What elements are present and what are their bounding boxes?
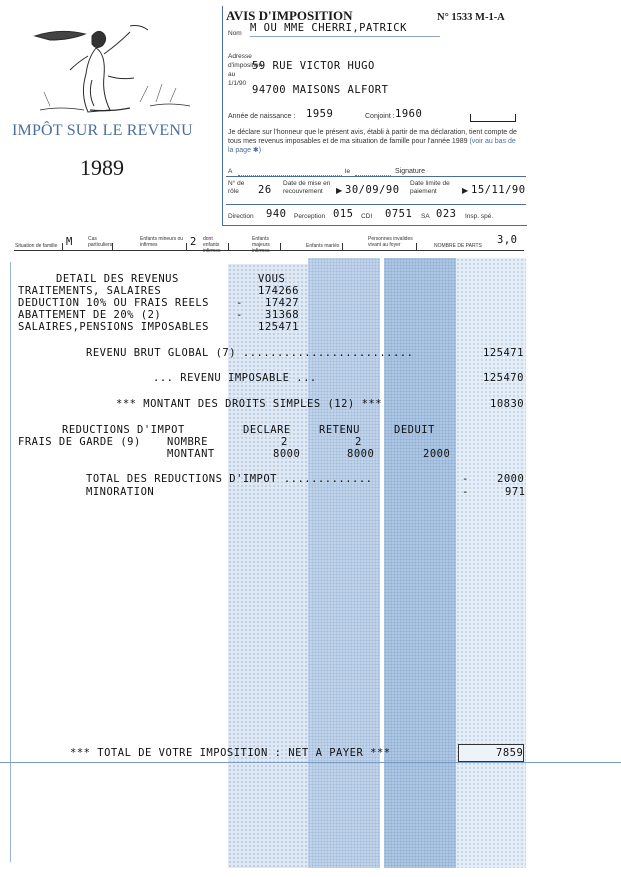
invalides-box: [416, 243, 433, 251]
row-salaires-value: 125471: [258, 321, 299, 333]
declaration-text: [228, 128, 520, 155]
detail-title: DETAIL DES REVENUS: [56, 273, 179, 285]
spouse-label: Conjoint :: [365, 113, 395, 120]
taxpayer-name: M OU MME CHERRI,PATRICK: [250, 22, 407, 34]
row-abattement-label: ABATTEMENT DE 20% (2): [18, 309, 162, 321]
brut-label: REVENU BRUT GLOBAL (7) .........................: [86, 347, 414, 359]
row-abattement-value: 31368: [265, 309, 300, 321]
declaration-body: Je déclare sur l'honneur que le présent avis, établi à partir de ma déclaration, tient compte de tous mes revenus imposables et de ma situation de famille pour l'année 1989: [228, 129, 517, 145]
total-reductions-label: TOTAL DES REDUCTIONS D'IMPOT .............: [86, 473, 373, 485]
role-number: 26: [258, 184, 272, 196]
row-deduction-label: DEDUCTION 10% OU FRAIS REELS: [18, 297, 210, 309]
charge-label: dont enfants infirmes: [203, 236, 221, 254]
nombre-declare: 2: [281, 436, 288, 448]
perception-code: 015: [333, 208, 354, 220]
marianne-sower-logo: [30, 6, 205, 121]
address-city: 94700 MAISONS ALFORT: [252, 84, 389, 96]
enfants-label: Enfants mineurs ou infirmes: [140, 236, 184, 248]
date-label: le: [345, 168, 351, 175]
recouvrement-label: Date de mise en recouvrement: [283, 180, 331, 195]
perception-label: Perception: [294, 213, 326, 220]
spouse-year: 1960: [395, 108, 423, 120]
limite-label: Date limite de paiement: [410, 180, 450, 195]
montant-label: MONTANT: [167, 448, 215, 460]
row-abattement-sign: -: [236, 309, 243, 321]
net-a-payer-value: 7859: [496, 747, 524, 759]
avis-divider-1: [226, 176, 526, 177]
frais-label: FRAIS DE GARDE (9): [18, 436, 141, 448]
infirmes-box: [280, 243, 303, 251]
rattaches-box: [342, 243, 365, 251]
nombre-retenu: 2: [355, 436, 362, 448]
insp-label: Insp. spé.: [465, 213, 494, 220]
row-salaires-label: SALAIRES,PENSIONS IMPOSABLES: [18, 321, 210, 333]
name-label: Nom: [228, 30, 242, 37]
row-traitements-value: 174266: [258, 285, 299, 297]
famille-label: Situation de famille: [15, 243, 58, 249]
address-street: 59 RUE VICTOR HUGO: [252, 60, 375, 72]
direction-code: 940: [266, 208, 287, 220]
infirmes-label: Enfants majeurs infirmes: [252, 236, 270, 254]
avis-divider-2: [226, 204, 526, 205]
famille-box: [62, 243, 83, 251]
birth-label: Année de naissance :: [228, 113, 296, 120]
imposable-value: 125470: [483, 372, 524, 384]
col-declare: DECLARE: [243, 424, 291, 436]
montant-deduit: 2000: [423, 448, 451, 460]
reductions-title: REDUCTIONS D'IMPOT: [62, 424, 185, 436]
avis-number: N° 1533 M-1-A: [437, 12, 505, 23]
declaration-link[interactable]: (voir au bas de la page ✱): [228, 138, 516, 154]
imposable-label: ... REVENU IMPOSABLE ...: [153, 372, 317, 384]
droits-value: 10830: [490, 398, 525, 410]
invalides-label: Personnes invalides vivant au foyer: [368, 236, 413, 248]
charge-box: [228, 243, 249, 251]
minoration-sign: -: [462, 486, 469, 498]
bottom-rule: [0, 762, 621, 763]
enfants-value: 2: [190, 236, 197, 248]
montant-declare: 8000: [273, 448, 301, 460]
minoration-label: MINORATION: [86, 486, 155, 498]
signature-label: Signature: [395, 168, 425, 175]
row-deduction-value: 17427: [265, 297, 300, 309]
droits-label: *** MONTANT DES DROITS SIMPLES (12) ***: [116, 398, 383, 410]
cdi-label: CDI: [361, 213, 373, 220]
arrow-icon: ▶: [336, 186, 343, 195]
cas-label: Cas particuliers: [88, 236, 113, 248]
total-reductions-value: 2000: [497, 473, 525, 485]
tax-title: IMPÔT SUR LE REVENU: [12, 122, 193, 139]
limite-date: 15/11/90: [471, 184, 526, 196]
tax-year: 1989: [80, 155, 124, 180]
name-underline: [250, 36, 440, 37]
net-a-payer-label: *** TOTAL DE VOTRE IMPOSITION : NET A PAYER ***: [70, 747, 391, 759]
total-reductions-sign: -: [462, 473, 469, 485]
rattaches-label: Enfants mariés: [306, 243, 340, 249]
row-deduction-sign: -: [236, 297, 243, 309]
sa-code: 023: [436, 208, 457, 220]
parts-label: NOMBRE DE PARTS: [434, 243, 482, 249]
row-traitements-label: TRAITEMENTS, SALAIRES: [18, 285, 162, 297]
col-retenu: RETENU: [319, 424, 360, 436]
sa-label: SA: [421, 213, 430, 220]
cas-box: [112, 243, 137, 251]
arrow-icon-2: ▶: [462, 186, 469, 195]
brut-value: 125471: [483, 347, 524, 359]
avis-heading: AVIS D'IMPOSITION: [226, 8, 353, 23]
role-label: N° de rôle: [228, 180, 245, 195]
address-label: Adresse d'imposition au 1/1/90: [228, 53, 263, 87]
minoration-value: 971: [505, 486, 526, 498]
col-deduit: DEDUIT: [394, 424, 435, 436]
direction-label: Direction: [228, 213, 254, 220]
vous-header: VOUS: [258, 273, 286, 285]
bracket-box: [470, 114, 516, 122]
nombre-label: NOMBRE: [167, 436, 208, 448]
left-margin-rule: [10, 262, 11, 862]
montant-retenu: 8000: [347, 448, 375, 460]
enfants-box: [186, 243, 201, 251]
place-label: A: [228, 168, 233, 175]
famille-value: M: [66, 236, 73, 248]
cdi-code: 0751: [385, 208, 413, 220]
birth-year: 1959: [306, 108, 334, 120]
parts-value: 3,0: [497, 234, 518, 246]
recouvrement-date: 30/09/90: [345, 184, 400, 196]
